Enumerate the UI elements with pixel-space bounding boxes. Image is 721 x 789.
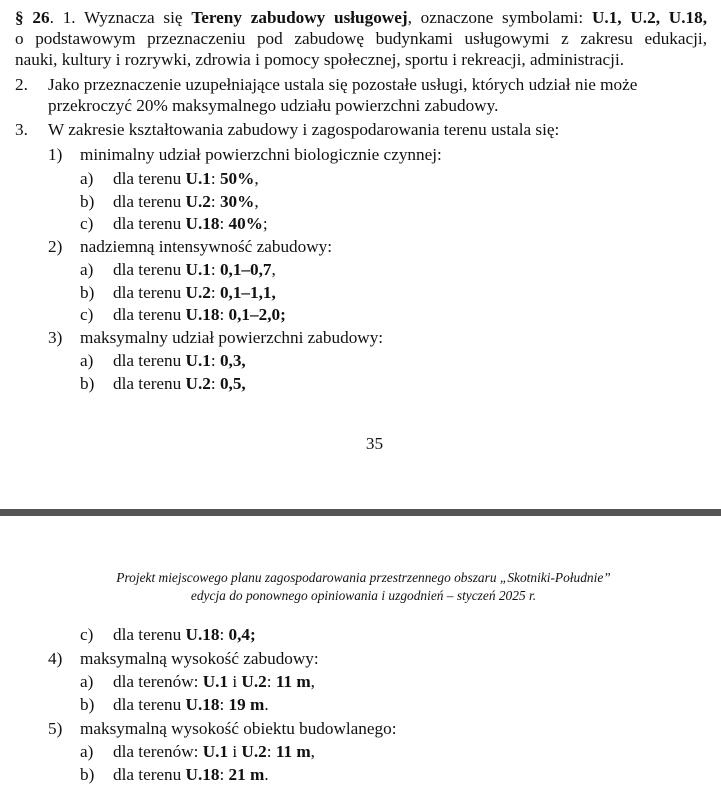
- sub-1-a-item: dla terenu U.1: 50%,: [113, 169, 259, 188]
- sub-1-b-item: dla terenu U.2: 30%,: [113, 192, 259, 211]
- zone-symbol: U.18: [185, 214, 220, 233]
- sub-2-b-item: dla terenu U.2: 0,1–1,1,: [113, 283, 276, 302]
- zone-symbol: U.2: [241, 742, 267, 761]
- item-2-line-1: Jako przeznaczenie uzupełniające ustala się pozostałe usługi, których udział nie może: [48, 75, 638, 94]
- sub-4-b-letter: b): [80, 695, 95, 714]
- value: 11 m: [275, 672, 311, 691]
- sub-1-b-letter: b): [80, 192, 95, 211]
- sub-1-c-letter: c): [80, 214, 94, 233]
- paragraph-26-line-2: o podstawowym przeznaczeniu pod zabudowę budynkami usługowymi z zakresu edukacji,: [15, 29, 707, 48]
- sub-5-b-item: dla terenu U.18: 21 m.: [113, 765, 269, 784]
- value: 0,1–1,1,: [219, 283, 276, 302]
- sub-3-c-letter: c): [80, 625, 94, 644]
- sub-5-b-letter: b): [80, 765, 95, 784]
- sub-4-a-letter: a): [80, 672, 94, 691]
- value: 30%: [219, 192, 255, 211]
- value: 40%: [228, 214, 263, 233]
- zone-symbol: U.1: [185, 351, 211, 370]
- zone-symbol: U.18: [185, 305, 220, 324]
- zone-symbol: U.1: [202, 742, 229, 761]
- item-3-text: W zakresie kształtowania zabudowy i zagospodarowania terenu ustala się:: [48, 120, 560, 139]
- sub-3-number: 3): [48, 328, 63, 347]
- value: 0,3,: [219, 351, 246, 370]
- zone-symbol: U.1: [185, 260, 211, 279]
- value: 0,1–0,7: [219, 260, 272, 279]
- sub-3-b-item: dla terenu U.2: 0,5,: [113, 374, 246, 393]
- value: 0,4;: [228, 625, 256, 644]
- sub-2-text: nadziemną intensywność zabudowy:: [80, 237, 333, 256]
- paragraph-26-line-1: [15, 8, 707, 28]
- sub-1-number: 1): [48, 145, 63, 164]
- item-3-number: 3.: [15, 120, 28, 139]
- page-header-line-2: edycja do ponownego opiniowania i uzgodnień – styczeń 2025 r.: [190, 588, 537, 603]
- sub-4-a-item: dla terenów: U.1 i U.2: 11 m,: [113, 672, 315, 691]
- sub-2-b-letter: b): [80, 283, 95, 302]
- zone-symbol: U.18: [185, 765, 220, 784]
- section-number: § 26: [15, 8, 50, 27]
- zone-symbol: U.1: [185, 169, 211, 188]
- zone-symbol: U.18: [185, 625, 220, 644]
- sub-4-text: maksymalną wysokość zabudowy:: [80, 649, 319, 668]
- sub-2-c-letter: c): [80, 305, 94, 324]
- sub-3-b-letter: b): [80, 374, 95, 393]
- zone-symbol: U.2: [241, 672, 267, 691]
- page-header-line-1: Projekt miejscowego planu zagospodarowania przestrzennego obszaru „Skotniki-Południe”: [116, 570, 611, 585]
- sub-4-number: 4): [48, 649, 63, 668]
- sub-2-a-letter: a): [80, 260, 94, 279]
- zone-symbol: U.18: [185, 695, 220, 714]
- paragraph-26-line-3: nauki, kultury i rozrywki, zdrowia i pomocy społecznej, sportu i rekreacji, administracji.: [15, 50, 625, 69]
- paragraph-mid: , oznaczone symbolami:: [407, 8, 592, 27]
- zone-symbol: U.2: [185, 192, 211, 211]
- value: 21 m: [228, 765, 265, 784]
- value: 0,1–2,0;: [228, 305, 286, 324]
- value: 50%: [219, 169, 255, 188]
- sub-2-a-item: dla terenu U.1: 0,1–0,7,: [113, 260, 276, 279]
- item-2-number: 2.: [15, 75, 28, 94]
- sub-3-a-letter: a): [80, 351, 94, 370]
- sub-3-a-item: dla terenu U.1: 0,3,: [113, 351, 246, 370]
- sub-2-c-item: dla terenu U.18: 0,1–2,0;: [113, 305, 286, 324]
- sub-1-text: minimalny udział powierzchni biologicznie czynnej:: [80, 145, 442, 164]
- paragraph-intro: . 1. Wyznacza się: [49, 8, 192, 27]
- sub-1-a-letter: a): [80, 169, 94, 188]
- sub-5-text: maksymalną wysokość obiektu budowlanego:: [80, 719, 397, 738]
- sub-2-number: 2): [48, 237, 63, 256]
- page-number: 35: [365, 434, 384, 453]
- value: 11 m: [275, 742, 311, 761]
- sub-5-a-letter: a): [80, 742, 94, 761]
- sub-1-c-item: dla terenu U.18: 40%;: [113, 214, 268, 233]
- value: 0,5,: [219, 374, 246, 393]
- sub-3-c-item: dla terenu U.18: 0,4;: [113, 625, 256, 644]
- zone-symbol: U.2: [185, 283, 211, 302]
- zone-symbol: U.1: [202, 672, 229, 691]
- document-page-36: [0, 516, 721, 789]
- sub-5-a-item: dla terenów: U.1 i U.2: 11 m,: [113, 742, 315, 761]
- value: 19 m: [228, 695, 265, 714]
- item-2-line-2: przekroczyć 20% maksymalnego udziału powierzchni zabudowy.: [48, 96, 499, 115]
- zone-symbols: U.1, U.2, U.18,: [591, 8, 707, 27]
- zone-name: Tereny zabudowy usługowej: [191, 8, 408, 27]
- sub-3-text: maksymalny udział powierzchni zabudowy:: [80, 328, 384, 347]
- sub-5-number: 5): [48, 719, 63, 738]
- sub-4-b-item: dla terenu U.18: 19 m.: [113, 695, 269, 714]
- page-break-divider: [0, 509, 721, 516]
- zone-symbol: U.2: [185, 374, 211, 393]
